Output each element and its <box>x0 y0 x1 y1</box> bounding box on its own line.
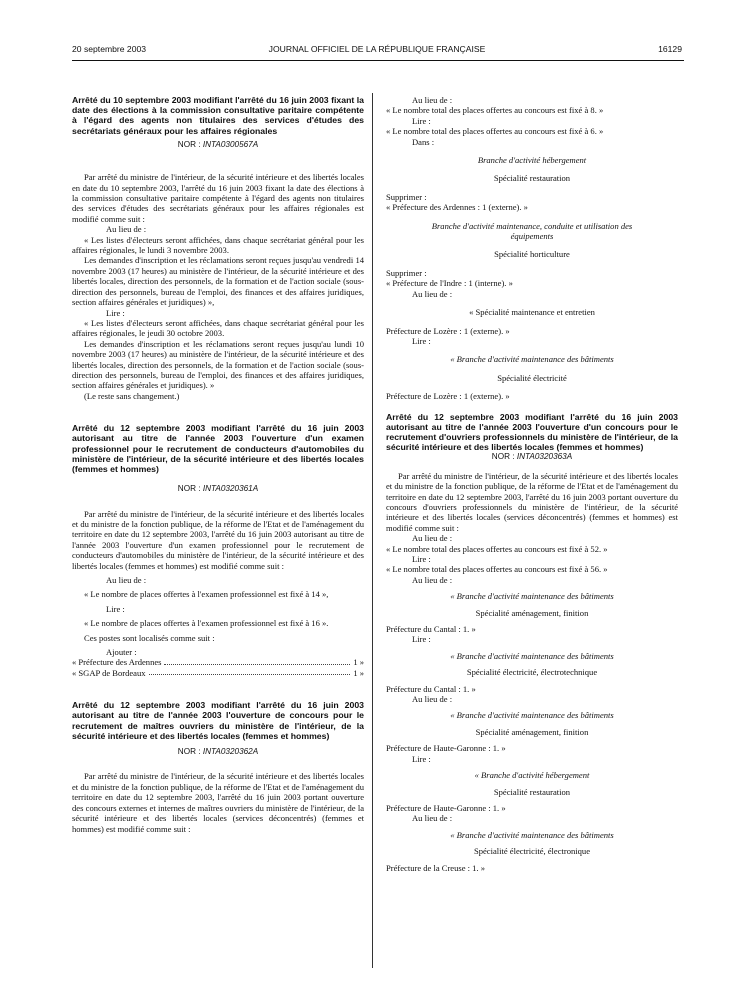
article-1-nor: NOR : INTA0300567A <box>177 139 259 149</box>
branch-heading: « Branche d'activité maintenance des bâtiments <box>450 829 614 840</box>
header-journal-title: JOURNAL OFFICIEL DE LA RÉPUBLIQUE FRANÇAISE <box>268 44 486 54</box>
quote-text: « Le nombre de places offertes à l'examen professionnel est fixé à 16 ». <box>84 618 329 629</box>
article-3 <box>72 700 364 834</box>
quote-text: « Le nombre total des places offertes au concours est fixé à 56. » <box>386 564 608 575</box>
speciality-heading: « Spécialité maintenance et entretien <box>469 307 595 318</box>
lire-label: Lire : <box>106 307 125 318</box>
au-lieu-label: Au lieu de : <box>412 694 453 705</box>
left-column <box>72 95 364 834</box>
speciality-heading: Spécialité restauration <box>493 786 571 797</box>
branch-heading: « Branche d'activité maintenance des bâtiments <box>450 591 614 602</box>
prefecture-entry: Préfecture de Haute-Garonne : 1. » <box>386 802 506 813</box>
au-lieu-label: Au lieu de : <box>106 575 147 586</box>
au-lieu-label: Au lieu de : <box>412 95 453 105</box>
list-item: « Préfecture des Ardennes 1 » <box>72 657 364 668</box>
speciality-heading: Spécialité horticulture <box>494 249 570 260</box>
au-lieu-label: Au lieu de : <box>412 813 453 824</box>
quote-text: « Le nombre total des places offertes au concours est fixé à 8. » <box>386 105 604 116</box>
branch-heading: « Branche d'activité hébergement <box>474 770 590 781</box>
au-lieu-label: Au lieu de : <box>412 533 453 544</box>
speciality-heading: Spécialité électricité, électrotechnique <box>466 667 598 678</box>
article-3-continued <box>386 95 678 402</box>
prefecture-entry: Préfecture du Cantal : 1. » <box>386 624 476 635</box>
speciality-heading: Spécialité aménagement, finition <box>475 726 589 737</box>
speciality-heading: Spécialité électricité <box>497 372 567 383</box>
quote-text: Les demandes d'inscription et les réclamations seront reçues jusqu'au vendredi 14 novembre 2003 (17 heures) au ministère de l'intérieur, de la sécurité intérieure et des libertés locales, direction des personnels, de la formation et de l'action sociale (sous-direction des personnels, bureau de l'emploi, des finances et des affaires juridiques, section affaires générales et juridiques) », <box>72 255 364 308</box>
page-header <box>72 44 682 58</box>
speciality-heading: Spécialité aménagement, finition <box>475 607 589 618</box>
branch-heading: « Branche d'activité maintenance des bâtiments <box>450 710 614 721</box>
branch-heading: « Branche d'activité maintenance des bâtiments <box>450 354 614 365</box>
postes-text: Ces postes sont localisés comme suit : <box>84 632 215 643</box>
column-divider <box>372 93 373 968</box>
quote-text: « Le nombre total des places offertes au concours est fixé à 52. » <box>386 543 608 554</box>
lire-label: Lire : <box>412 753 431 764</box>
quote-text: Les demandes d'inscription et les réclamations seront reçues jusqu'au lundi 10 novembre 2003 (17 heures) au ministère de l'intérieur, de la sécurité intérieure et des libertés locales, direction des personnels, de la formation et de l'action sociale (sous-direction des personnels, bureau de l'emploi, des finances et des affaires juridiques, section affaires générales et juridiques). » <box>72 338 364 391</box>
lire-label: Lire : <box>412 115 431 126</box>
article-2 <box>72 423 364 678</box>
speciality-heading: Spécialité restauration <box>493 173 571 184</box>
article-1-title: Arrêté du 10 septembre 2003 modifiant l'arrêté du 16 juin 2003 fixant la date des élections à la commission consultative paritaire compétente à l'égard des agents non titulaires des services d'études des secrétariats généraux pour les affaires régionales <box>72 95 364 136</box>
article-3-nor: NOR : INTA0320362A <box>177 747 259 757</box>
au-lieu-label: Au lieu de : <box>106 224 147 235</box>
prefecture-entry: Préfecture de Lozère : 1 (externe). » <box>386 325 510 336</box>
dans-label: Dans : <box>412 136 435 147</box>
prefecture-entry: Préfecture de la Creuse : 1. » <box>386 862 485 873</box>
article-3-intro: Par arrêté du ministre de l'intérieur, de la sécurité intérieure et des libertés locales et du ministre de la fonction publique, de la réforme de l'Etat et de l'aménagement du territoire en date du 12 septembre 2003, l'arrêté du 16 juin 2003 portant ouverture des concours externes et internes de maîtres ouvriers du ministère de l'intérieur, de la sécurité intérieure et des libertés locales (services déconcentrés) (femmes et hommes) est modifié comme suit : <box>72 771 364 834</box>
article-2-nor: NOR : INTA0320361A <box>177 484 259 494</box>
quote-text: « Le nombre de places offertes à l'examen professionnel est fixé à 14 », <box>84 589 329 600</box>
header-rule <box>72 60 684 61</box>
article-1-intro: Par arrêté du ministre de l'intérieur, de la sécurité intérieure et des libertés locales en date du 10 septembre 2003, l'arrêté du 16 juin 2003 fixant la date des élections à la commission consultative paritaire compétente à l'égard des agents non titulaires des services d'études des secrétariats généraux pour les affaires régionales est modifié comme suit : <box>72 172 364 224</box>
speciality-heading: Spécialité électricité, électronique <box>473 846 591 857</box>
header-date: 20 septembre 2003 <box>72 44 147 54</box>
prefecture-entry: « Préfecture de l'Indre : 1 (interne). » <box>386 278 513 289</box>
article-1-closing: (Le reste sans changement.) <box>84 390 180 401</box>
branch-heading: « Branche d'activité maintenance des bâtiments <box>450 650 614 661</box>
quote-text: « Les listes d'électeurs seront affichées, dans chaque secrétariat général pour les affaires régionales, le lundi 3 novembre 2003. <box>72 234 364 256</box>
article-4 <box>386 412 678 873</box>
au-lieu-label: Au lieu de : <box>412 288 453 299</box>
quote-text: « Le nombre total des places offertes au concours est fixé à 6. » <box>386 126 604 137</box>
prefecture-entry: Préfecture du Cantal : 1. » <box>386 683 476 694</box>
supprimer-label: Supprimer : <box>386 267 427 278</box>
quote-text: « Les listes d'électeurs seront affichées, dans chaque secrétariat général pour les affaires régionales, le jeudi 30 octobre 2003. <box>72 317 364 339</box>
article-2-intro: Par arrêté du ministre de l'intérieur, de la sécurité intérieure et des libertés locales et du ministre de la fonction publique, de la réforme de l'Etat et de l'aménagement du territoire en date du 12 septembre 2003, l'arrêté du 16 juin 2003 autorisant au titre de l'année 2003 l'ouverture d'un examen professionnel pour le recrutement de conducteurs d'automobiles du ministère de l'intérieur, de la sécurité intérieure et des libertés locales (femmes et hommes) est modifié comme suit : <box>72 508 364 571</box>
lire-label: Lire : <box>412 335 431 346</box>
article-3-title: Arrêté du 12 septembre 2003 modifiant l'arrêté du 16 juin 2003 autorisant au titre de l'année 2003 l'ouverture de concours pour le recrutement de maîtres ouvriers du ministère de l'intérieur, de la sécurité intérieure et des libertés locales (femmes et hommes) <box>72 700 364 741</box>
prefecture-entry: Préfecture de Lozère : 1 (externe). » <box>386 391 510 402</box>
prefecture-entry: « Préfecture des Ardennes : 1 (externe). » <box>386 202 528 213</box>
article-2-title: Arrêté du 12 septembre 2003 modifiant l'arrêté du 16 juin 2003 autorisant au titre de l'année 2003 l'ouverture d'un examen professionnel pour le recrutement de conducteurs d'automobiles du ministère de l'intérieur, de la sécurité intérieure et des libertés locales (femmes et hommes) <box>72 423 364 474</box>
article-4-intro: Par arrêté du ministre de l'intérieur, de la sécurité intérieure et des libertés locales et du ministre de la fonction publique, de la réforme de l'Etat et de l'aménagement du territoire en date du 12 septembre 2003, l'arrêté du 16 juin 2003 portant ouverture du concours d'ouvriers professionnels du ministère de l'intérieur, de la sécurité intérieure et des libertés locales (services déconcentrés) (femmes et hommes) est modifié comme suit : <box>386 470 678 533</box>
supprimer-label: Supprimer : <box>386 191 427 202</box>
au-lieu-label: Au lieu de : <box>412 574 453 585</box>
article-1 <box>72 95 364 401</box>
ajouter-label: Ajouter : <box>106 647 137 658</box>
lire-label: Lire : <box>106 603 125 614</box>
lire-label: Lire : <box>412 634 431 645</box>
branch-heading: Branche d'activité maintenance, conduite et utilisation des équipements <box>431 220 633 242</box>
article-4-title: Arrêté du 12 septembre 2003 modifiant l'arrêté du 16 juin 2003 autorisant au titre de l'année 2003 l'ouverture d'un concours pour le recrutement d'ouvriers professionnels du ministère de l'intérieur, de la sécurité intérieure et des libertés locales (femmes et hommes) <box>386 411 678 453</box>
prefecture-entry: Préfecture de Haute-Garonne : 1. » <box>386 743 506 754</box>
right-column <box>386 95 678 873</box>
article-4-nor: NOR : INTA0320363A <box>491 452 573 462</box>
list-item: « SGAP de Bordeaux 1 » <box>72 667 364 678</box>
lire-label: Lire : <box>412 554 431 564</box>
header-page-number: 16129 <box>658 44 682 54</box>
branch-heading: Branche d'activité hébergement <box>477 155 587 166</box>
